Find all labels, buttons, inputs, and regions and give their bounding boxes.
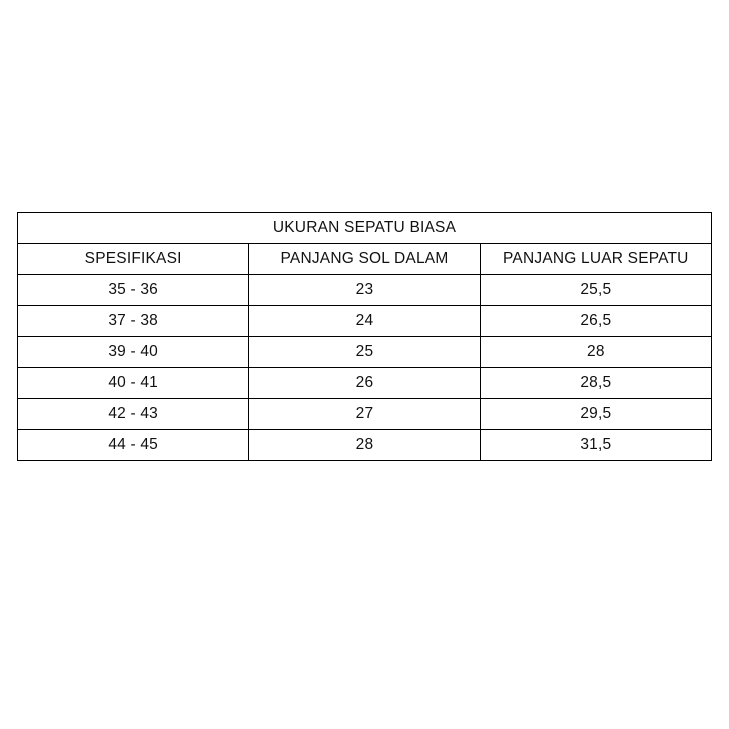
cell-luar-sepatu: 28 bbox=[480, 337, 711, 368]
cell-luar-sepatu: 29,5 bbox=[480, 399, 711, 430]
cell-sol-dalam: 23 bbox=[249, 275, 480, 306]
cell-luar-sepatu: 25,5 bbox=[480, 275, 711, 306]
cell-sol-dalam: 28 bbox=[249, 430, 480, 461]
cell-luar-sepatu: 26,5 bbox=[480, 306, 711, 337]
cell-spesifikasi: 35 - 36 bbox=[18, 275, 249, 306]
cell-sol-dalam: 26 bbox=[249, 368, 480, 399]
cell-spesifikasi: 39 - 40 bbox=[18, 337, 249, 368]
cell-luar-sepatu: 31,5 bbox=[480, 430, 711, 461]
table-header-row bbox=[18, 244, 712, 275]
table-row bbox=[18, 337, 712, 368]
cell-luar-sepatu: 28,5 bbox=[480, 368, 711, 399]
table-row bbox=[18, 399, 712, 430]
cell-spesifikasi: 44 - 45 bbox=[18, 430, 249, 461]
column-header-panjang-sol-dalam: PANJANG SOL DALAM bbox=[249, 244, 480, 275]
cell-sol-dalam: 24 bbox=[249, 306, 480, 337]
cell-sol-dalam: 27 bbox=[249, 399, 480, 430]
table-row bbox=[18, 430, 712, 461]
shoe-size-table bbox=[17, 212, 712, 461]
table-title: UKURAN SEPATU BIASA bbox=[18, 213, 712, 244]
size-chart-container bbox=[17, 212, 712, 461]
cell-spesifikasi: 42 - 43 bbox=[18, 399, 249, 430]
cell-sol-dalam: 25 bbox=[249, 337, 480, 368]
table-row bbox=[18, 275, 712, 306]
cell-spesifikasi: 37 - 38 bbox=[18, 306, 249, 337]
column-header-panjang-luar-sepatu: PANJANG LUAR SEPATU bbox=[480, 244, 711, 275]
table-title-row bbox=[18, 213, 712, 244]
table-row bbox=[18, 368, 712, 399]
table-row bbox=[18, 306, 712, 337]
column-header-spesifikasi: SPESIFIKASI bbox=[18, 244, 249, 275]
cell-spesifikasi: 40 - 41 bbox=[18, 368, 249, 399]
